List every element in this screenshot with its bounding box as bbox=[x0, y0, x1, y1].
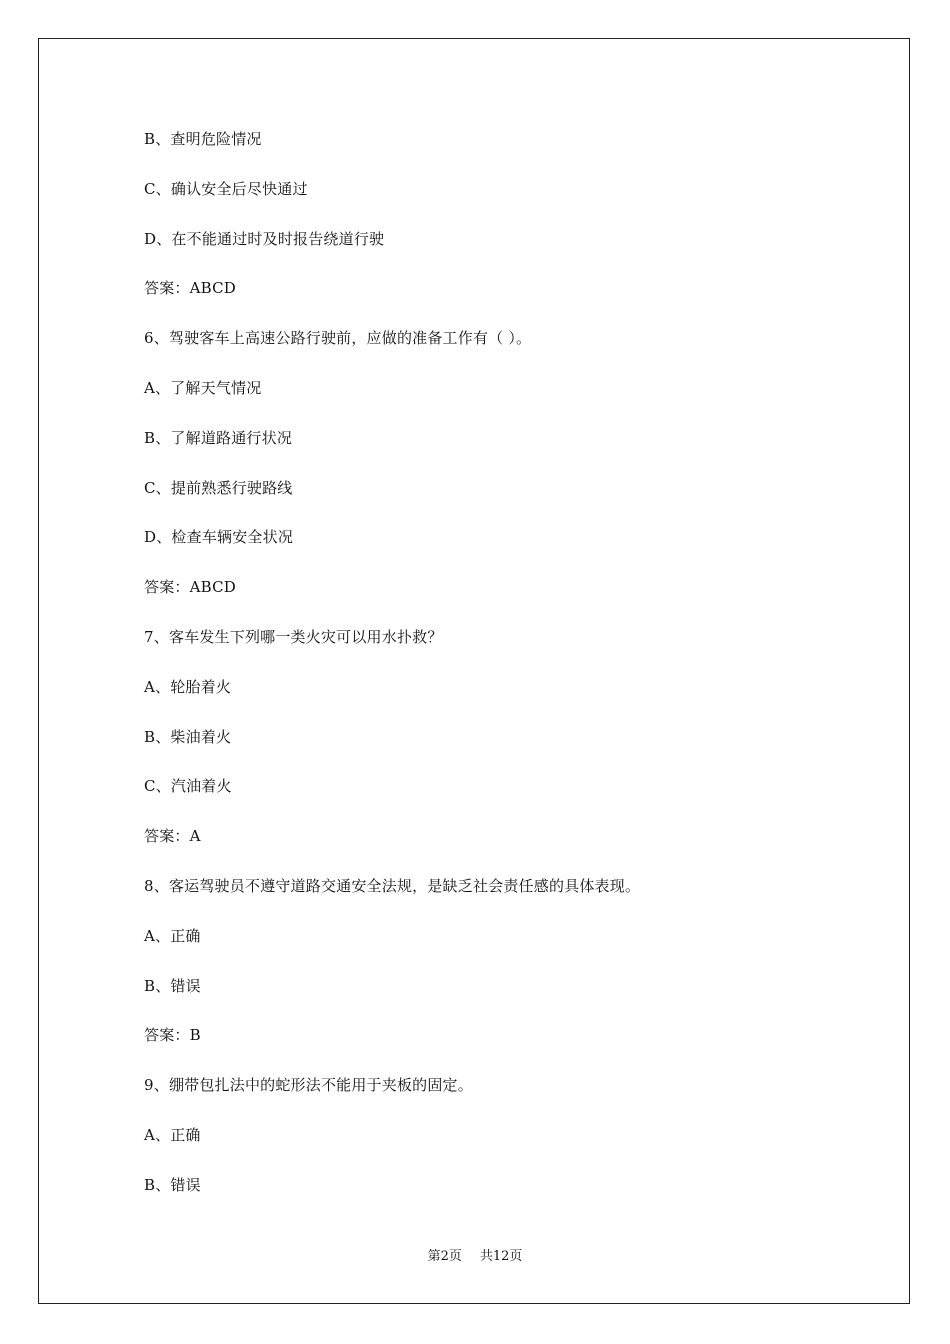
option-line: B、查明危险情况 bbox=[144, 130, 262, 148]
question-line: 7、客车发生下列哪一类火灾可以用水扑救？ bbox=[144, 627, 443, 646]
page-footer bbox=[0, 1247, 950, 1267]
option-line: A、正确 bbox=[144, 926, 201, 945]
option-line: B、柴油着火 bbox=[144, 727, 232, 746]
option-line: D、检查车辆安全状况 bbox=[144, 528, 294, 547]
option-line: B、了解道路通行状况 bbox=[144, 428, 293, 447]
question-line: 6、驾驶客车上高速公路行驶前，应做的准备工作有（ ）。 bbox=[144, 329, 532, 348]
current-page-number: 第2页 bbox=[427, 1249, 462, 1264]
question-line: 8、客运驾驶员不遵守道路交通安全法规，是缺乏社会责任感的具体表现。 bbox=[144, 876, 641, 895]
answer-line: 答案：ABCD bbox=[144, 578, 237, 597]
answer-line: 答案：A bbox=[144, 827, 201, 846]
option-line: A、正确 bbox=[144, 1125, 201, 1144]
option-line: C、提前熟悉行驶路线 bbox=[144, 478, 293, 497]
option-line: A、了解天气情况 bbox=[144, 378, 262, 397]
option-line: B、错误 bbox=[144, 976, 201, 995]
question-line: 9、绷带包扎法中的蛇形法不能用于夹板的固定。 bbox=[144, 1076, 473, 1095]
option-line: A、轮胎着火 bbox=[144, 677, 232, 696]
question-content bbox=[144, 126, 864, 1222]
option-line: C、汽油着火 bbox=[144, 777, 232, 796]
total-page-count: 共12页 bbox=[479, 1249, 523, 1264]
option-line: B、错误 bbox=[144, 1175, 201, 1194]
option-line: D、在不能通过时及时报告绕道行驶 bbox=[144, 229, 385, 248]
answer-line: 答案：B bbox=[144, 1026, 201, 1045]
answer-line: 答案：ABCD bbox=[144, 279, 237, 298]
option-line: C、确认安全后尽快通过 bbox=[144, 179, 308, 198]
